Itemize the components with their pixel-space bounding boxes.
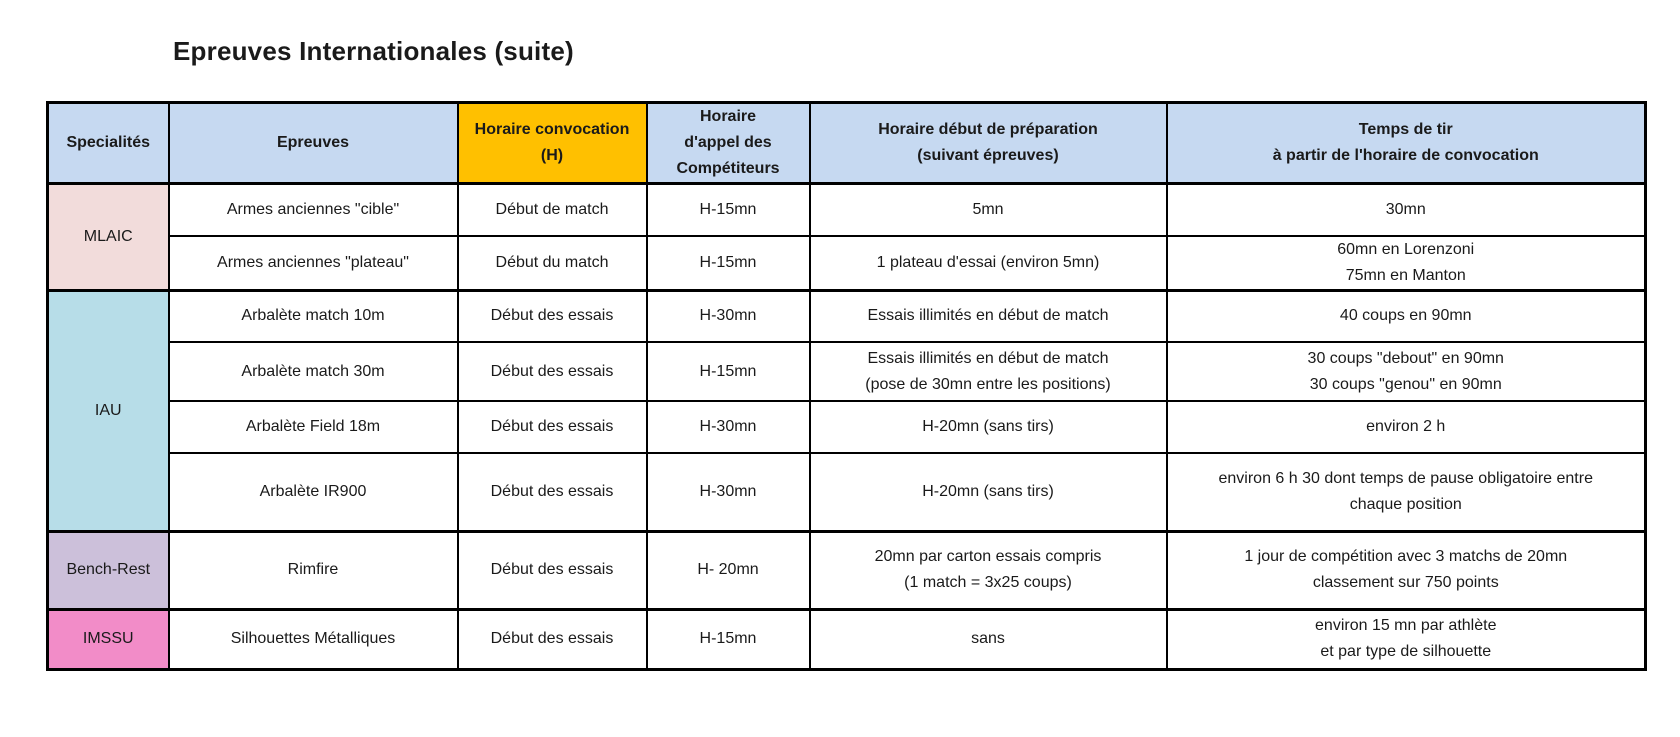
header-convocation-line: Horaire convocation [474, 121, 630, 138]
table-row [48, 290, 1646, 342]
cell-appel: H- 20mn [647, 531, 810, 609]
table-row [48, 401, 1646, 453]
cell-epreuve: Arbalète match 10m [169, 290, 458, 342]
table-row [48, 531, 1646, 609]
cell-convocation: Début des essais [458, 453, 647, 531]
table-row [48, 184, 1646, 236]
cell-epreuve: Silhouettes Métalliques [169, 609, 458, 669]
header-appel-line: Horaire [699, 108, 757, 125]
cell-tir-line: environ 2 h [1366, 418, 1446, 435]
cell-tir [1167, 531, 1646, 609]
cell-preparation-line: (pose de 30mn entre les positions) [865, 375, 1111, 393]
cell-preparation-line: (1 match = 3x25 coups) [904, 574, 1072, 591]
cell-tir-line: 40 coups en 90mn [1339, 307, 1472, 325]
cell-convocation: Début des essais [458, 290, 647, 342]
header-convocation-line: (H) [540, 147, 564, 164]
table-row [48, 609, 1646, 669]
header-appel-line: d'appel des [684, 134, 772, 151]
page-title: Epreuves Internationales (suite) [173, 36, 574, 66]
cell-preparation-line: 20mn par carton essais compris [874, 548, 1102, 565]
header-convocation [458, 103, 647, 184]
cell-appel: H-15mn [647, 342, 810, 401]
cell-tir-line: 75mn en Manton [1345, 266, 1466, 284]
cell-preparation-line: H-20mn (sans tirs) [922, 418, 1054, 435]
cell-tir-line: environ 6 h 30 dont temps de pause obligatoire entre [1218, 469, 1593, 487]
cell-tir-line: 30 coups "genou" en 90mn [1309, 375, 1502, 393]
cell-epreuve: Rimfire [169, 531, 458, 609]
cell-epreuve: Armes anciennes "cible" [169, 184, 458, 236]
header-tir-line: à partir de l'horaire de convocation [1272, 147, 1539, 164]
header-specialites: Specialités [48, 103, 169, 184]
table-row [48, 342, 1646, 401]
cell-preparation [810, 453, 1167, 531]
cell-epreuve: Armes anciennes "plateau" [169, 236, 458, 291]
cell-preparation [810, 609, 1167, 669]
cell-tir [1167, 184, 1646, 236]
cell-preparation-line: Essais illimités en début de match [867, 349, 1109, 367]
table-row [48, 453, 1646, 531]
cell-tir [1167, 609, 1646, 669]
cell-preparation [810, 342, 1167, 401]
cell-tir-line: chaque position [1349, 495, 1462, 513]
cell-convocation: Début de match [458, 184, 647, 236]
cell-epreuve: Arbalète match 30m [169, 342, 458, 401]
cell-preparation-line: sans [971, 630, 1005, 647]
specialty-bench-rest: Bench-Rest [48, 531, 169, 609]
header-preparation-line: Horaire début de préparation [878, 121, 1098, 138]
cell-convocation: Début des essais [458, 531, 647, 609]
cell-epreuve: Arbalète Field 18m [169, 401, 458, 453]
specialty-iau: IAU [48, 290, 169, 531]
cell-tir-line: 30mn [1385, 200, 1426, 218]
table-row [48, 236, 1646, 291]
cell-tir [1167, 342, 1646, 401]
cell-preparation [810, 236, 1167, 291]
cell-tir [1167, 236, 1646, 291]
cell-preparation [810, 290, 1167, 342]
cell-preparation [810, 401, 1167, 453]
cell-convocation: Début du match [458, 236, 647, 291]
cell-appel: H-15mn [647, 184, 810, 236]
header-tir-line: Temps de tir [1358, 121, 1453, 138]
specialty-imssu: IMSSU [48, 609, 169, 669]
header-preparation-line: (suivant épreuves) [917, 147, 1059, 164]
schedule-table [46, 101, 1647, 671]
cell-tir-line: et par type de silhouette [1320, 643, 1492, 660]
cell-appel: H-30mn [647, 401, 810, 453]
header-appel-line: Compétiteurs [676, 160, 780, 177]
cell-preparation-line: 1 plateau d'essai (environ 5mn) [876, 253, 1100, 271]
cell-appel: H-30mn [647, 290, 810, 342]
cell-preparation-line: H-20mn (sans tirs) [922, 482, 1054, 500]
cell-tir-line: 1 jour de compétition avec 3 matchs de 20mn [1244, 548, 1568, 565]
cell-tir-line: environ 15 mn par athlète [1315, 617, 1497, 634]
cell-preparation [810, 184, 1167, 236]
cell-tir-line: 60mn en Lorenzoni [1337, 240, 1475, 258]
specialty-mlaic: MLAIC [48, 184, 169, 291]
cell-preparation-line: Essais illimités en début de match [867, 307, 1109, 325]
cell-epreuve: Arbalète IR900 [169, 453, 458, 531]
cell-tir [1167, 290, 1646, 342]
header-appel [647, 103, 810, 184]
cell-tir [1167, 453, 1646, 531]
cell-appel: H-15mn [647, 236, 810, 291]
header-row [48, 103, 1646, 184]
cell-convocation: Début des essais [458, 401, 647, 453]
header-preparation [810, 103, 1167, 184]
cell-preparation-line: 5mn [972, 200, 1004, 218]
cell-tir-line: 30 coups "debout" en 90mn [1307, 349, 1504, 367]
cell-tir [1167, 401, 1646, 453]
cell-preparation [810, 531, 1167, 609]
cell-appel: H-15mn [647, 609, 810, 669]
cell-convocation: Début des essais [458, 342, 647, 401]
cell-tir-line: classement sur 750 points [1312, 574, 1499, 591]
cell-convocation: Début des essais [458, 609, 647, 669]
header-epreuves: Epreuves [169, 103, 458, 184]
header-tir [1167, 103, 1646, 184]
cell-appel: H-30mn [647, 453, 810, 531]
